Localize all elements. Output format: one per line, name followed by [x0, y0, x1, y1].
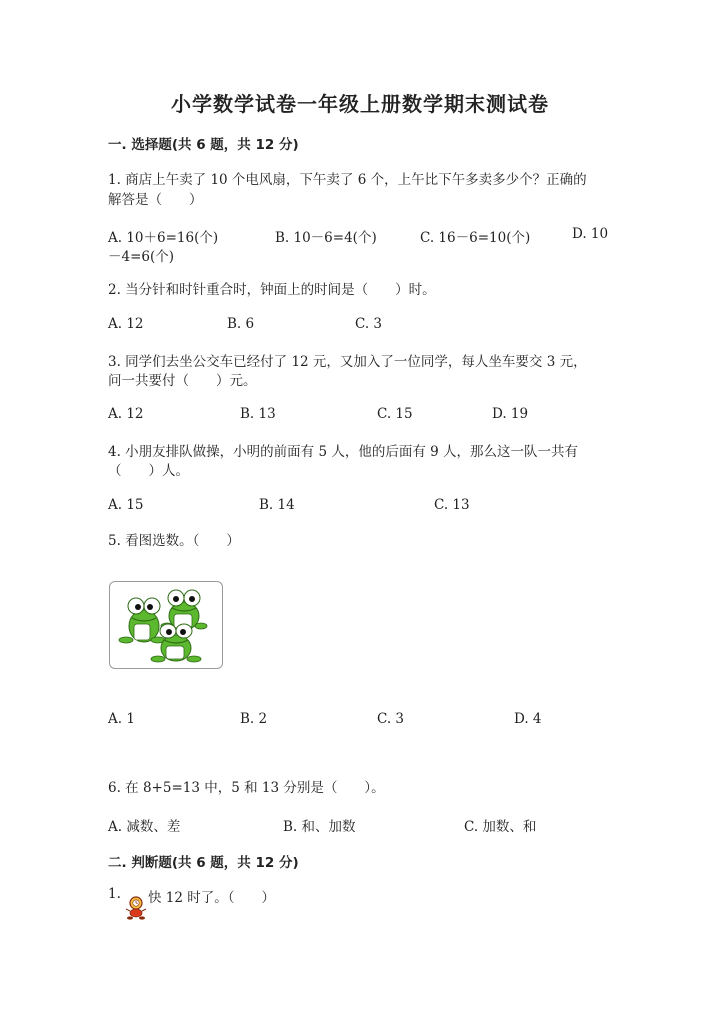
- section-heading-choice: 一. 选择题(共 6 题，共 12 分): [108, 137, 299, 153]
- question-6: 6. 在 8+5=13 中，5 和 13 分别是（ ）。: [108, 780, 385, 796]
- frog-illustration: [109, 581, 223, 669]
- q6-option-c: C. 加数、和: [464, 819, 537, 835]
- q1-option-a: A. 10＋6=16(个): [108, 230, 219, 246]
- frog-icon: [110, 582, 222, 668]
- q6-option-b: B. 和、加数: [283, 819, 356, 835]
- question-5: 5. 看图选数。（ ）: [108, 533, 240, 549]
- q3-option-c: C. 15: [377, 406, 413, 422]
- q1-option-c: C. 16－6=10(个): [420, 230, 531, 246]
- clock-character-icon: [124, 894, 148, 920]
- judgment-1-text: 快 12 时了。（ ）: [148, 890, 276, 906]
- q5-option-d: D. 4: [514, 711, 542, 727]
- page-title: 小学数学试卷一年级上册数学期末测试卷: [171, 92, 549, 116]
- question-1-line-2: 解答是（ ）: [108, 192, 203, 208]
- q5-option-a: A. 1: [108, 711, 135, 727]
- q1-option-d-cont: －4=6(个): [108, 249, 175, 265]
- question-4-line-1: 4. 小朋友排队做操，小明的前面有 5 人，他的后面有 9 人，那么这一队一共有: [108, 444, 579, 460]
- q5-option-c: C. 3: [377, 711, 405, 727]
- question-4-line-2: （ ）人。: [108, 463, 189, 479]
- q3-option-b: B. 13: [240, 406, 276, 422]
- section-heading-judgment: 二. 判断题(共 6 题，共 12 分): [108, 855, 299, 871]
- q1-option-d: D. 10: [572, 226, 609, 242]
- q6-option-a: A. 减数、差: [108, 819, 181, 835]
- question-3-line-2: 问一共要付（ ）元。: [108, 373, 257, 389]
- q1-option-b: B. 10－6=4(个): [275, 230, 377, 246]
- q3-option-d: D. 19: [492, 406, 529, 422]
- q3-option-a: A. 12: [108, 406, 144, 422]
- q4-option-c: C. 13: [434, 497, 470, 513]
- question-3-line-1: 3. 同学们去坐公交车已经付了 12 元，又加入了一位同学，每人坐车要交 3 元，: [108, 354, 587, 370]
- q4-option-b: B. 14: [259, 497, 295, 513]
- q4-option-a: A. 15: [108, 497, 144, 513]
- q2-option-c: C. 3: [355, 316, 383, 332]
- question-1-line-1: 1. 商店上午卖了 10 个电风扇，下午卖了 6 个，上午比下午多卖多少个？正确的: [108, 172, 587, 188]
- q2-option-b: B. 6: [227, 316, 255, 332]
- q2-option-a: A. 12: [108, 316, 144, 332]
- question-2: 2. 当分针和时针重合时，钟面上的时间是（ ）时。: [108, 282, 436, 298]
- q5-option-b: B. 2: [240, 711, 268, 727]
- judgment-1-number: 1.: [108, 886, 121, 902]
